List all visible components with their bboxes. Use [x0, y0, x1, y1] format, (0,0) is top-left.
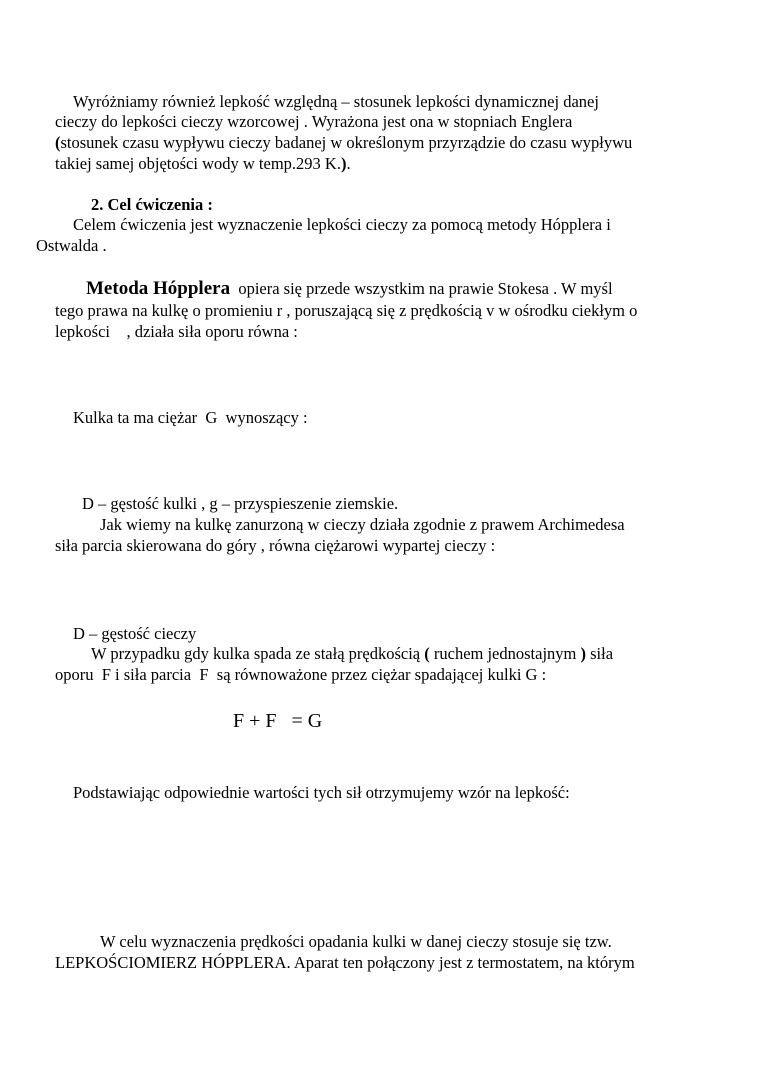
falling-line1-b: ruchem jednostajnym — [433, 644, 577, 663]
para1-line3-text: stosunek czasu wypływu cieczy badanej w określonym przyrządzie do czasu wypływu — [60, 133, 633, 152]
para1-line4 — [55, 154, 351, 174]
hoppler-line1 — [86, 279, 613, 299]
hoppler-line3: lepkości , działa siła oporu równa : — [55, 322, 298, 341]
density-ball-line: D – gęstość kulki , g – przyspieszenie ziemskie. — [82, 494, 399, 513]
equation: F + F = G — [233, 710, 323, 732]
substitution-line: Podstawiając odpowiednie wartości tych sił otrzymujemy wzór na lepkość: — [73, 783, 570, 802]
weight-line: Kulka ta ma ciężar G wynoszący : — [73, 408, 308, 427]
hoppler-title: Metoda Hópplera — [86, 278, 231, 299]
archimedes-line2: siła parcia skierowana do góry , równa ciężarowi wypartej cieczy : — [55, 536, 496, 555]
para1-line3 — [55, 133, 632, 153]
density-liquid-line: D – gęstość cieczy — [73, 624, 197, 643]
falling-line1-c: siła — [590, 644, 614, 663]
close-paren: ) — [340, 154, 347, 173]
falling-close-paren: ) — [580, 644, 587, 663]
para1-line4-text: takiej samej objętości wody w temp.293 K. — [55, 154, 341, 173]
section2-line2: Ostwalda . — [36, 236, 107, 255]
hoppler-line2: tego prawa na kulkę o promieniu r , poruszającą się z prędkością v w ośrodku ciekłym o — [55, 301, 638, 320]
para1-line4-end: . — [346, 154, 351, 173]
final-line1: W celu wyznaczenia prędkości opadania kulki w danej cieczy stosuje się tzw. — [100, 932, 612, 951]
archimedes-line1: Jak wiemy na kulkę zanurzoną w cieczy działa zgodnie z prawem Archimedesa — [100, 515, 625, 534]
hoppler-line1-text: opiera się przede wszystkim na prawie Stokesa . W myśl — [238, 279, 613, 298]
falling-line2: oporu F i siła parcia F są równoważone przez ciężar spadającej kulki G : — [55, 665, 547, 684]
section2-line1: Celem ćwiczenia jest wyznaczenie lepkości cieczy za pomocą metody Hópplera i — [73, 215, 611, 234]
falling-line1-a: W przypadku gdy kulka spada ze stałą prędkością — [91, 644, 421, 663]
final-line2: LEPKOŚCIOMIERZ HÓPPLERA. Aparat ten połączony jest z termostatem, na którym — [55, 953, 635, 972]
para1-line2: cieczy do lepkości cieczy wzorcowej . Wyrażona jest ona w stopniach Englera — [55, 112, 573, 131]
falling-line1 — [91, 644, 613, 664]
open-paren: ( — [55, 133, 61, 152]
falling-open-paren: ( — [424, 644, 430, 663]
para1-line1: Wyróżniamy również lepkość względną – stosunek lepkości dynamicznej danej — [73, 92, 599, 111]
section2-title: 2. Cel ćwiczenia : — [91, 195, 213, 214]
